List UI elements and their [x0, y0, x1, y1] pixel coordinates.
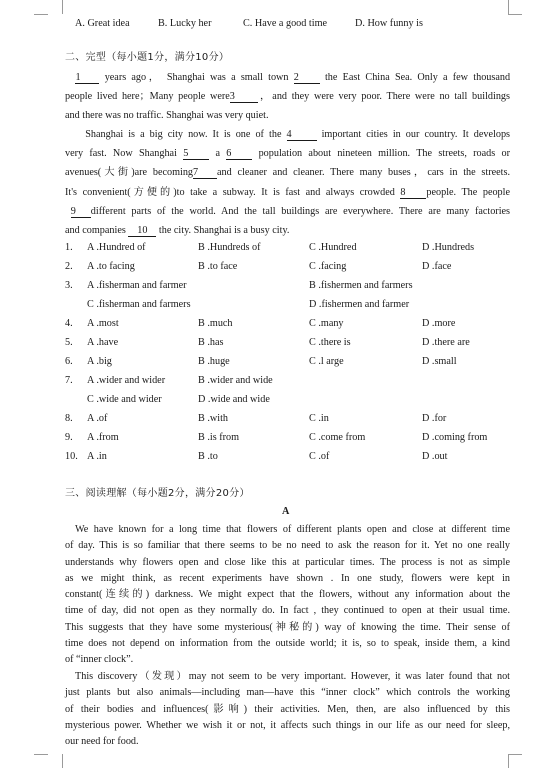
- text-line: Shanghai is a big city now. It is one of the 4 important cities in our country. It develops: [85, 129, 511, 140]
- question-row: 3. A .fisherman and farmer B .fishermen and farmers: [65, 280, 413, 291]
- top-options-row: [65, 19, 510, 33]
- blank-7: 7: [193, 167, 217, 179]
- crop-mark: [48, 754, 63, 768]
- blank-9: 9: [71, 206, 91, 218]
- question-row: 2. A .to facing B .to face C .facing D .face: [65, 261, 452, 272]
- crop-mark: [508, 14, 522, 15]
- blank-10: 10: [128, 225, 156, 237]
- crop-mark: [508, 754, 523, 768]
- question-row: 9. A .from B .is from C .come from D .coming from: [65, 432, 488, 443]
- text-line: very fast. Now Shanghai 5 a 6 population about nineteen million. The streets, roads or: [65, 148, 510, 160]
- crop-mark: [508, 0, 523, 14]
- crop-mark: [34, 754, 48, 755]
- crop-mark: [508, 754, 522, 755]
- question-row: C .fisherman and farmers D .fishermen and farmer: [87, 299, 410, 310]
- text-line: just plants but also animals—including man—have this “inner clock” which controls the working: [65, 687, 510, 699]
- crop-mark: [48, 0, 63, 14]
- text-line: constant(连续的) darkness. We might expect that the flowers, without any information about the: [65, 589, 510, 601]
- option-d: D. How funny is: [355, 18, 423, 29]
- text-line: 9 different parts of the world. And the tall buildings are everywhere. There are many factories: [70, 205, 511, 217]
- text-line: mysterious power. Whether we wish it or not, it affects such things in our life as our need for sleep,: [65, 719, 510, 731]
- question-row: 10. A .in B .to C .of D .out: [65, 451, 448, 462]
- text-line: time does not depend on information from the outside world; it is, so to speak, inside them, a kind: [65, 638, 510, 650]
- text-line: understands why flowers open and close like this at particular times. The process is not as simple: [65, 556, 510, 568]
- reading-paragraph-1: [65, 522, 510, 669]
- section-heading-reading: 三、阅读理解（每小题2分，满分20分）: [65, 488, 250, 499]
- text-line: of their bodies and influences(影响) their activities. Men, then, are also influenced by this: [65, 703, 510, 715]
- option-c: C. Have a good time: [243, 18, 328, 29]
- text-line: This suggests that they have some mysterious(神秘的) way of knowing the time. Their sense of: [65, 621, 510, 633]
- blank-4: 4: [287, 129, 317, 141]
- blank-6: 6: [226, 148, 252, 160]
- text-line: time of day, did not open as they normally do. In fact , they continued to open at their usual time.: [65, 605, 510, 617]
- question-row: 5. A .have B .has C .there is D .there are: [65, 337, 470, 348]
- text-line: of day. This is so familiar that there seems to be no need to ask the reason for it. Yet no one really: [65, 540, 510, 552]
- question-row: 6. A .big B .huge C .l arge D .small: [65, 356, 457, 367]
- crop-mark: [34, 14, 48, 15]
- text-line: It's convenient(方便的)to take a subway. It is fast and always crowded 8 people. The people: [65, 186, 511, 198]
- question-row: 8. A .of B .with C .in D .for: [65, 413, 447, 424]
- question-row: 7. A .wider and wider B .wider and wide: [65, 375, 273, 386]
- passage-label: A: [282, 506, 290, 517]
- text-line: as we might think, as recent experiments have shown . In one study, flowers were kept in: [65, 572, 510, 584]
- blank-3: 3: [230, 91, 258, 103]
- text-line: avenues(大街)are becoming7 and cleaner and cleaner. There many buses，cars in the streets.: [65, 167, 510, 179]
- blank-5: 5: [183, 148, 209, 160]
- blank-8: 8: [400, 187, 426, 199]
- text-line: and there was no traffic. Shanghai was very quiet.: [65, 110, 269, 122]
- blank-1: 1: [75, 72, 99, 84]
- question-row: C .wide and wider D .wide and wide: [87, 394, 270, 405]
- cloze-paragraph-2: [65, 125, 510, 240]
- text-line: This discovery（发现）may not seem to be very important. However, it was later found that not: [75, 671, 510, 682]
- blank-2: 2: [294, 72, 320, 84]
- reading-paragraph-2: [65, 669, 510, 750]
- text-line: our need for food.: [65, 736, 139, 748]
- question-row: 1. A .Hundred of B .Hundreds of C .Hundred D .Hundreds: [65, 242, 475, 253]
- option-b: B. Lucky her: [158, 18, 212, 29]
- cloze-paragraph-1: [65, 68, 510, 126]
- option-a: A. Great idea: [75, 18, 130, 29]
- question-row: 4. A .most B .much C .many D .more: [65, 318, 456, 329]
- text-line: and companies 10 the city. Shanghai is a busy city.: [65, 224, 290, 236]
- text-line: 1 years ago， Shanghai was a small town 2 the East China Sea. Only a few thousand: [75, 72, 511, 83]
- text-line: of “inner clock”.: [65, 654, 134, 666]
- text-line: people lived here；Many people were3 ，and they were very poor. There were no tall buildings: [65, 91, 510, 103]
- section-heading-cloze: 二、完型（每小题1分，满分10分）: [65, 52, 230, 63]
- text-line: We have known for a long time that flowers of different plants open and close at different time: [75, 524, 510, 535]
